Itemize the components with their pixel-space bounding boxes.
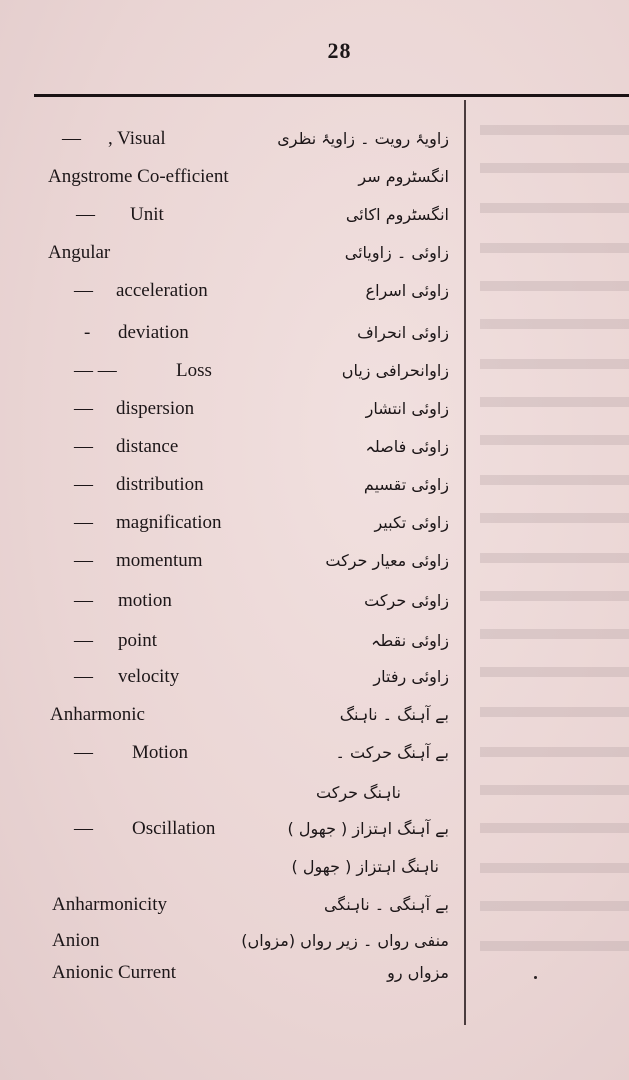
entry-row <box>0 200 629 230</box>
entry-english: motion <box>118 590 172 611</box>
entry-english: point <box>118 630 158 651</box>
entry-english: Oscillation <box>132 818 216 839</box>
entry-urdu: منفی رواں ۔ زیر رواں (مزواں) <box>241 931 449 950</box>
entry-row <box>0 356 629 386</box>
entry-english: acceleration <box>116 280 208 301</box>
entry-urdu: زاوئی معیار حرکت <box>325 551 449 570</box>
entry-urdu: زاویۂ رویت ۔ زاویۂ نظری <box>277 129 449 148</box>
entry-dash: — <box>62 128 81 149</box>
entry-english: Angstrome Co-efficient <box>48 166 229 187</box>
entry-urdu: زاوئی اسراع <box>365 281 449 300</box>
entry-dash: — <box>74 550 93 571</box>
entry-urdu: انگسٹروم اکائی <box>345 205 449 224</box>
page-number: 28 <box>327 38 352 63</box>
entry-row <box>0 738 629 768</box>
entry-row <box>0 626 629 656</box>
entry-urdu: ناہنگ حرکت <box>316 783 401 802</box>
entry-english: dispersion <box>116 398 195 419</box>
entry-row <box>0 662 629 692</box>
entry-english: Loss <box>176 360 212 381</box>
entry-english: Anionic Current <box>52 962 177 983</box>
entry-urdu: زاوئی تقسیم <box>363 475 449 494</box>
entry-dash: — <box>74 512 93 533</box>
entry-row <box>0 586 629 616</box>
entry-english: velocity <box>118 666 180 687</box>
entry-english: Unit <box>130 204 164 225</box>
header-rule <box>34 94 629 97</box>
entry-row <box>0 394 629 424</box>
entry-english: Anharmonic <box>50 704 145 725</box>
entry-row <box>0 958 629 988</box>
entry-dash: — <box>74 590 93 611</box>
entry-english: momentum <box>116 550 203 571</box>
entry-urdu: زاوانحرافی زیاں <box>341 361 449 380</box>
entry-row <box>0 124 629 154</box>
entry-urdu: زاوئی رفتار <box>373 667 449 686</box>
entry-urdu: مزواں رو <box>387 963 449 982</box>
entry-dash: — <box>74 742 93 763</box>
entry-row <box>0 162 629 192</box>
entry-dash: — <box>74 474 93 495</box>
entry-urdu: زاوئی فاصلہ <box>365 437 449 456</box>
entry-dash: — <box>76 204 95 225</box>
entry-english: Anion <box>52 930 100 951</box>
entry-dash: — <box>74 630 93 651</box>
entry-row <box>0 318 629 348</box>
entry-urdu: زاوئی انحراف <box>357 323 449 342</box>
entry-english: magnification <box>116 512 222 533</box>
entry-row <box>0 470 629 500</box>
entry-english: Angular <box>48 242 111 263</box>
entry-row <box>0 814 629 844</box>
entry-urdu: زاوئی نقطہ <box>371 631 449 650</box>
entry-urdu: زاوئی تکبیر <box>374 513 449 532</box>
entry-urdu: زاوئی انتشار <box>365 399 449 418</box>
entry-dash: — <box>74 818 93 839</box>
entry-dash: — — <box>74 360 117 381</box>
entry-row <box>0 508 629 538</box>
entry-urdu: زاوئی حرکت <box>364 591 449 610</box>
entry-row <box>0 546 629 576</box>
entry-dash: — <box>74 666 93 687</box>
entry-row <box>0 926 629 956</box>
entry-english: Motion <box>132 742 188 763</box>
entry-row <box>0 238 629 268</box>
entry-urdu: بے آہنگی ۔ ناہنگی <box>324 895 449 914</box>
entry-english: , Visual <box>108 128 166 149</box>
entry-row <box>0 276 629 306</box>
entry-urdu: بے آہنگ اہتزاز ( جھول ) <box>287 819 449 838</box>
entry-english: Anharmonicity <box>52 894 168 915</box>
entry-row <box>0 432 629 462</box>
entry-row <box>0 778 629 808</box>
entry-dash: - <box>84 322 91 343</box>
entry-row <box>0 700 629 730</box>
entry-urdu: انگسٹروم سر <box>358 167 449 186</box>
entry-dash: — <box>74 436 93 457</box>
entry-urdu: بے آہنگ حرکت ۔ <box>335 743 449 762</box>
entry-row <box>0 852 629 882</box>
entry-urdu: ناہنگ اہتزاز ( جھول ) <box>291 857 439 876</box>
entry-english: distance <box>116 436 179 457</box>
entry-urdu: بے آہنگ ۔ ناہنگ <box>339 705 449 724</box>
entry-english: deviation <box>118 322 189 343</box>
entry-row <box>0 890 629 920</box>
entry-urdu: زاوئی ۔ زاویائی <box>344 243 449 262</box>
entry-dash: — <box>74 280 93 301</box>
entry-dash: — <box>74 398 93 419</box>
entry-english: distribution <box>116 474 204 495</box>
